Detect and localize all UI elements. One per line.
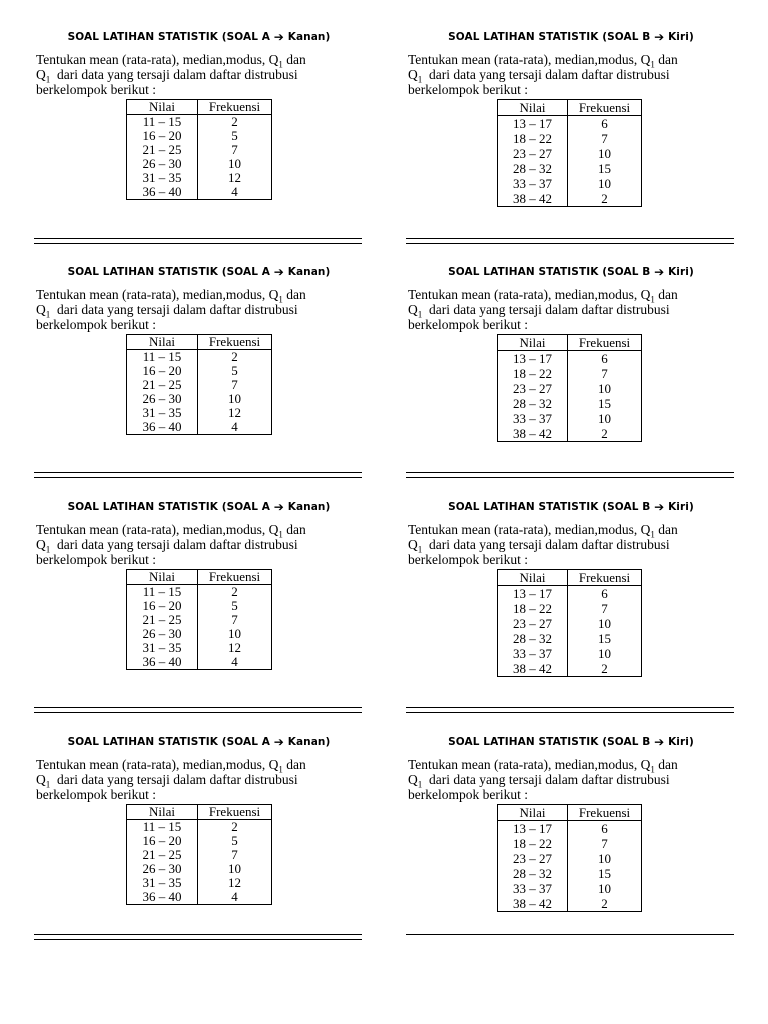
cell-frekuensi: 6 — [568, 586, 642, 602]
separator-line — [34, 238, 362, 244]
soal-b-block — [406, 735, 736, 912]
cell-frekuensi: 6 — [568, 351, 642, 367]
title-prefix: SOAL LATIHAN STATISTIK (SOAL B — [448, 736, 655, 748]
cell-nilai: 31 – 35 — [127, 876, 198, 890]
cell-frekuensi: 2 — [198, 820, 272, 835]
cell-nilai: 31 – 35 — [127, 171, 198, 185]
cell-nilai: 11 – 15 — [127, 585, 198, 600]
cell-frekuensi: 10 — [198, 862, 272, 876]
cell-nilai: 28 – 32 — [498, 396, 568, 411]
table-row — [498, 426, 642, 442]
table-row — [127, 115, 272, 130]
exercise-title — [34, 265, 364, 280]
cell-nilai: 16 – 20 — [127, 129, 198, 143]
question-line2-start: Q — [36, 537, 46, 552]
cell-frekuensi: 10 — [568, 146, 642, 161]
question-line2-start: Q — [408, 67, 418, 82]
table-body — [498, 821, 642, 912]
table-row — [498, 161, 642, 176]
table-body — [127, 820, 272, 905]
cell-frekuensi: 4 — [198, 655, 272, 670]
table-row — [498, 366, 642, 381]
question-line3: berkelompok berikut : — [36, 552, 156, 567]
question-text — [406, 757, 736, 802]
frequency-table — [126, 99, 272, 200]
subscript: 1 — [278, 764, 283, 775]
cell-nilai: 11 – 15 — [127, 350, 198, 365]
separator-line — [406, 472, 734, 478]
question-text — [34, 287, 364, 332]
question-line3: berkelompok berikut : — [408, 787, 528, 802]
right-arrow-icon: ➔ — [654, 265, 665, 279]
table-row — [127, 599, 272, 613]
cell-nilai: 26 – 30 — [127, 157, 198, 171]
cell-frekuensi: 5 — [198, 599, 272, 613]
subscript: 1 — [417, 544, 423, 555]
question-text — [406, 522, 736, 567]
question-line2: dari data yang tersaji dalam daftar distrubusi — [50, 67, 298, 82]
column-header-frekuensi: Frekuensi — [568, 100, 642, 116]
table-body — [498, 586, 642, 677]
right-arrow-icon: ➔ — [273, 500, 284, 514]
cell-frekuensi: 10 — [568, 616, 642, 631]
subscript: 1 — [278, 294, 283, 305]
table-row — [498, 866, 642, 881]
table-row — [127, 627, 272, 641]
subscript: 1 — [45, 309, 51, 320]
cell-nilai: 33 – 37 — [498, 411, 568, 426]
question-text — [406, 52, 736, 97]
column-header-frekuensi: Frekuensi — [198, 335, 272, 350]
cell-frekuensi: 5 — [198, 129, 272, 143]
cell-frekuensi: 15 — [568, 631, 642, 646]
cell-frekuensi: 12 — [198, 876, 272, 890]
cell-nilai: 38 – 42 — [498, 191, 568, 207]
cell-frekuensi: 12 — [198, 406, 272, 420]
question-text — [34, 757, 364, 802]
question-line1-end: dan — [654, 287, 678, 302]
question-text — [406, 287, 736, 332]
exercise-title — [406, 735, 736, 750]
question-line1: Tentukan mean (rata-rata), median,modus, Q — [36, 52, 279, 67]
table-body — [498, 351, 642, 442]
right-arrow-icon: ➔ — [273, 735, 284, 749]
title-prefix: SOAL LATIHAN STATISTIK (SOAL B — [448, 266, 655, 278]
subscript: 1 — [45, 779, 51, 790]
cell-nilai: 18 – 22 — [498, 366, 568, 381]
soal-a-block — [34, 735, 364, 905]
cell-nilai: 28 – 32 — [498, 631, 568, 646]
table-row — [498, 176, 642, 191]
table-header-row — [498, 805, 642, 821]
question-text — [34, 522, 364, 567]
subscript: 1 — [45, 544, 51, 555]
cell-frekuensi: 5 — [198, 834, 272, 848]
cell-nilai: 21 – 25 — [127, 378, 198, 392]
subscript: 1 — [417, 779, 423, 790]
cell-nilai: 36 – 40 — [127, 185, 198, 200]
frequency-table — [497, 334, 642, 442]
question-line2: dari data yang tersaji dalam daftar distrubusi — [50, 772, 298, 787]
table-row — [127, 655, 272, 670]
separator-line — [34, 472, 362, 478]
table-header-row — [498, 570, 642, 586]
table-row — [498, 661, 642, 677]
question-line1: Tentukan mean (rata-rata), median,modus, Q — [36, 757, 279, 772]
table-row — [498, 601, 642, 616]
subscript: 1 — [650, 59, 655, 70]
question-line2: dari data yang tersaji dalam daftar distrubusi — [422, 537, 670, 552]
exercise-title — [406, 500, 736, 515]
cell-nilai: 23 – 27 — [498, 616, 568, 631]
table-header-row — [498, 335, 642, 351]
question-line1-end: dan — [282, 522, 306, 537]
cell-frekuensi: 10 — [198, 627, 272, 641]
table-row — [498, 631, 642, 646]
table-body — [127, 115, 272, 200]
cell-frekuensi: 10 — [568, 176, 642, 191]
exercise-title — [34, 500, 364, 515]
separator-line — [406, 707, 734, 713]
cell-nilai: 13 – 17 — [498, 586, 568, 602]
table-row — [498, 646, 642, 661]
cell-frekuensi: 10 — [198, 157, 272, 171]
table-row — [498, 146, 642, 161]
table-row — [127, 350, 272, 365]
table-row — [498, 411, 642, 426]
cell-nilai: 23 – 27 — [498, 146, 568, 161]
column-header-nilai: Nilai — [127, 805, 198, 820]
cell-nilai: 13 – 17 — [498, 116, 568, 132]
question-line3: berkelompok berikut : — [408, 317, 528, 332]
cell-nilai: 21 – 25 — [127, 613, 198, 627]
table-row — [127, 143, 272, 157]
cell-nilai: 18 – 22 — [498, 601, 568, 616]
question-line2: dari data yang tersaji dalam daftar distrubusi — [422, 302, 670, 317]
cell-frekuensi: 6 — [568, 116, 642, 132]
soal-a-block — [34, 30, 364, 200]
frequency-table — [497, 569, 642, 677]
table-header-row — [127, 335, 272, 350]
cell-frekuensi: 15 — [568, 396, 642, 411]
question-line3: berkelompok berikut : — [36, 82, 156, 97]
cell-nilai: 38 – 42 — [498, 661, 568, 677]
title-suffix: Kanan) — [283, 266, 331, 278]
cell-nilai: 16 – 20 — [127, 834, 198, 848]
column-header-nilai: Nilai — [498, 100, 568, 116]
title-suffix: Kiri) — [664, 31, 694, 43]
cell-frekuensi: 10 — [568, 646, 642, 661]
question-line3: berkelompok berikut : — [36, 787, 156, 802]
question-line1: Tentukan mean (rata-rata), median,modus, Q — [408, 52, 651, 67]
column-header-nilai: Nilai — [498, 805, 568, 821]
cell-frekuensi: 7 — [198, 613, 272, 627]
frequency-table — [126, 334, 272, 435]
table-row — [127, 641, 272, 655]
question-line3: berkelompok berikut : — [408, 552, 528, 567]
cell-nilai: 38 – 42 — [498, 896, 568, 912]
cell-frekuensi: 12 — [198, 171, 272, 185]
title-prefix: SOAL LATIHAN STATISTIK (SOAL A — [67, 266, 274, 278]
question-line2-start: Q — [36, 302, 46, 317]
right-arrow-icon: ➔ — [654, 30, 665, 44]
cell-nilai: 31 – 35 — [127, 641, 198, 655]
separator-line — [406, 238, 734, 244]
subscript: 1 — [278, 59, 283, 70]
separator-line — [34, 934, 362, 940]
cell-nilai: 11 – 15 — [127, 820, 198, 835]
question-line1-end: dan — [282, 287, 306, 302]
cell-nilai: 36 – 40 — [127, 655, 198, 670]
cell-nilai: 26 – 30 — [127, 392, 198, 406]
cell-frekuensi: 2 — [568, 661, 642, 677]
question-line3: berkelompok berikut : — [408, 82, 528, 97]
title-suffix: Kanan) — [283, 501, 331, 513]
soal-b-block — [406, 500, 736, 677]
cell-frekuensi: 10 — [568, 851, 642, 866]
cell-nilai: 16 – 20 — [127, 599, 198, 613]
subscript: 1 — [278, 529, 283, 540]
cell-nilai: 38 – 42 — [498, 426, 568, 442]
subscript: 1 — [417, 309, 423, 320]
table-row — [127, 834, 272, 848]
column-header-frekuensi: Frekuensi — [568, 805, 642, 821]
table-row — [127, 890, 272, 905]
table-row — [498, 586, 642, 602]
table-row — [498, 836, 642, 851]
table-row — [498, 131, 642, 146]
table-row — [498, 851, 642, 866]
column-header-frekuensi: Frekuensi — [568, 570, 642, 586]
column-header-frekuensi: Frekuensi — [198, 805, 272, 820]
soal-a-block — [34, 265, 364, 435]
table-header-row — [127, 100, 272, 115]
question-line2-start: Q — [408, 302, 418, 317]
table-row — [127, 876, 272, 890]
right-arrow-icon: ➔ — [654, 500, 665, 514]
table-row — [127, 364, 272, 378]
table-row — [127, 862, 272, 876]
table-row — [498, 381, 642, 396]
cell-nilai: 11 – 15 — [127, 115, 198, 130]
table-header-row — [127, 570, 272, 585]
cell-frekuensi: 15 — [568, 866, 642, 881]
table-row — [127, 420, 272, 435]
table-row — [498, 821, 642, 837]
frequency-table — [497, 99, 642, 207]
cell-nilai: 36 – 40 — [127, 420, 198, 435]
title-suffix: Kiri) — [664, 736, 694, 748]
cell-frekuensi: 7 — [568, 836, 642, 851]
question-text — [34, 52, 364, 97]
table-row — [498, 616, 642, 631]
table-row — [127, 157, 272, 171]
table-row — [498, 191, 642, 207]
column-header-frekuensi: Frekuensi — [568, 335, 642, 351]
table-row — [127, 613, 272, 627]
question-line1: Tentukan mean (rata-rata), median,modus, Q — [36, 522, 279, 537]
cell-nilai: 36 – 40 — [127, 890, 198, 905]
cell-frekuensi: 2 — [568, 426, 642, 442]
cell-frekuensi: 7 — [198, 143, 272, 157]
right-arrow-icon: ➔ — [273, 265, 284, 279]
table-row — [127, 129, 272, 143]
cell-frekuensi: 2 — [198, 585, 272, 600]
question-line1-end: dan — [654, 522, 678, 537]
cell-nilai: 31 – 35 — [127, 406, 198, 420]
title-prefix: SOAL LATIHAN STATISTIK (SOAL A — [67, 31, 274, 43]
cell-nilai: 23 – 27 — [498, 851, 568, 866]
question-line2-start: Q — [36, 67, 46, 82]
table-body — [127, 350, 272, 435]
cell-frekuensi: 4 — [198, 890, 272, 905]
cell-frekuensi: 2 — [198, 350, 272, 365]
subscript: 1 — [650, 764, 655, 775]
cell-frekuensi: 10 — [198, 392, 272, 406]
question-line2: dari data yang tersaji dalam daftar distrubusi — [422, 67, 670, 82]
cell-nilai: 26 – 30 — [127, 627, 198, 641]
cell-frekuensi: 6 — [568, 821, 642, 837]
question-line2: dari data yang tersaji dalam daftar distrubusi — [422, 772, 670, 787]
right-arrow-icon: ➔ — [273, 30, 284, 44]
subscript: 1 — [650, 529, 655, 540]
cell-frekuensi: 15 — [568, 161, 642, 176]
exercise-title — [34, 30, 364, 45]
soal-b-block — [406, 265, 736, 442]
separator-line — [406, 934, 734, 935]
title-suffix: Kanan) — [283, 736, 331, 748]
table-row — [127, 848, 272, 862]
table-body — [127, 585, 272, 670]
exercise-title — [34, 735, 364, 750]
question-line2-start: Q — [36, 772, 46, 787]
column-header-frekuensi: Frekuensi — [198, 570, 272, 585]
title-prefix: SOAL LATIHAN STATISTIK (SOAL B — [448, 31, 655, 43]
question-line1: Tentukan mean (rata-rata), median,modus, Q — [408, 287, 651, 302]
table-row — [498, 881, 642, 896]
cell-frekuensi: 10 — [568, 411, 642, 426]
title-prefix: SOAL LATIHAN STATISTIK (SOAL B — [448, 501, 655, 513]
subscript: 1 — [417, 74, 423, 85]
cell-nilai: 26 – 30 — [127, 862, 198, 876]
question-line2-start: Q — [408, 772, 418, 787]
subscript: 1 — [45, 74, 51, 85]
frequency-table — [126, 804, 272, 905]
table-body — [498, 116, 642, 207]
question-line1-end: dan — [282, 757, 306, 772]
frequency-table — [126, 569, 272, 670]
column-header-nilai: Nilai — [498, 570, 568, 586]
right-arrow-icon: ➔ — [654, 735, 665, 749]
table-row — [127, 378, 272, 392]
cell-frekuensi: 2 — [568, 896, 642, 912]
cell-frekuensi: 4 — [198, 185, 272, 200]
column-header-frekuensi: Frekuensi — [198, 100, 272, 115]
soal-b-block — [406, 30, 736, 207]
column-header-nilai: Nilai — [127, 335, 198, 350]
subscript: 1 — [650, 294, 655, 305]
table-row — [498, 396, 642, 411]
title-prefix: SOAL LATIHAN STATISTIK (SOAL A — [67, 501, 274, 513]
cell-nilai: 13 – 17 — [498, 351, 568, 367]
title-suffix: Kanan) — [283, 31, 331, 43]
cell-nilai: 28 – 32 — [498, 866, 568, 881]
table-row — [127, 820, 272, 835]
question-line2: dari data yang tersaji dalam daftar distrubusi — [50, 302, 298, 317]
question-line1-end: dan — [654, 757, 678, 772]
column-header-nilai: Nilai — [127, 100, 198, 115]
title-suffix: Kiri) — [664, 266, 694, 278]
cell-nilai: 13 – 17 — [498, 821, 568, 837]
table-header-row — [127, 805, 272, 820]
cell-nilai: 33 – 37 — [498, 646, 568, 661]
question-line2: dari data yang tersaji dalam daftar distrubusi — [50, 537, 298, 552]
cell-nilai: 18 – 22 — [498, 131, 568, 146]
cell-frekuensi: 12 — [198, 641, 272, 655]
table-row — [498, 116, 642, 132]
question-line1: Tentukan mean (rata-rata), median,modus, Q — [36, 287, 279, 302]
question-line1: Tentukan mean (rata-rata), median,modus, Q — [408, 757, 651, 772]
question-line2-start: Q — [408, 537, 418, 552]
separator-line — [34, 707, 362, 713]
cell-frekuensi: 10 — [568, 881, 642, 896]
cell-frekuensi: 7 — [568, 601, 642, 616]
title-suffix: Kiri) — [664, 501, 694, 513]
exercise-title — [406, 30, 736, 45]
table-row — [127, 406, 272, 420]
soal-a-block — [34, 500, 364, 670]
question-line1-end: dan — [654, 52, 678, 67]
cell-frekuensi: 4 — [198, 420, 272, 435]
cell-frekuensi: 7 — [198, 378, 272, 392]
table-row — [498, 896, 642, 912]
question-line3: berkelompok berikut : — [36, 317, 156, 332]
column-header-nilai: Nilai — [498, 335, 568, 351]
question-line1-end: dan — [282, 52, 306, 67]
title-prefix: SOAL LATIHAN STATISTIK (SOAL A — [67, 736, 274, 748]
table-header-row — [498, 100, 642, 116]
cell-nilai: 33 – 37 — [498, 176, 568, 191]
exercise-title — [406, 265, 736, 280]
cell-nilai: 21 – 25 — [127, 143, 198, 157]
cell-nilai: 23 – 27 — [498, 381, 568, 396]
question-line1: Tentukan mean (rata-rata), median,modus, Q — [408, 522, 651, 537]
cell-nilai: 28 – 32 — [498, 161, 568, 176]
cell-frekuensi: 5 — [198, 364, 272, 378]
table-row — [127, 585, 272, 600]
cell-frekuensi: 7 — [568, 366, 642, 381]
table-row — [127, 392, 272, 406]
table-row — [498, 351, 642, 367]
cell-nilai: 16 – 20 — [127, 364, 198, 378]
table-row — [127, 185, 272, 200]
cell-nilai: 21 – 25 — [127, 848, 198, 862]
frequency-table — [497, 804, 642, 912]
cell-frekuensi: 7 — [568, 131, 642, 146]
table-row — [127, 171, 272, 185]
cell-nilai: 18 – 22 — [498, 836, 568, 851]
cell-nilai: 33 – 37 — [498, 881, 568, 896]
column-header-nilai: Nilai — [127, 570, 198, 585]
cell-frekuensi: 10 — [568, 381, 642, 396]
cell-frekuensi: 2 — [198, 115, 272, 130]
cell-frekuensi: 7 — [198, 848, 272, 862]
cell-frekuensi: 2 — [568, 191, 642, 207]
